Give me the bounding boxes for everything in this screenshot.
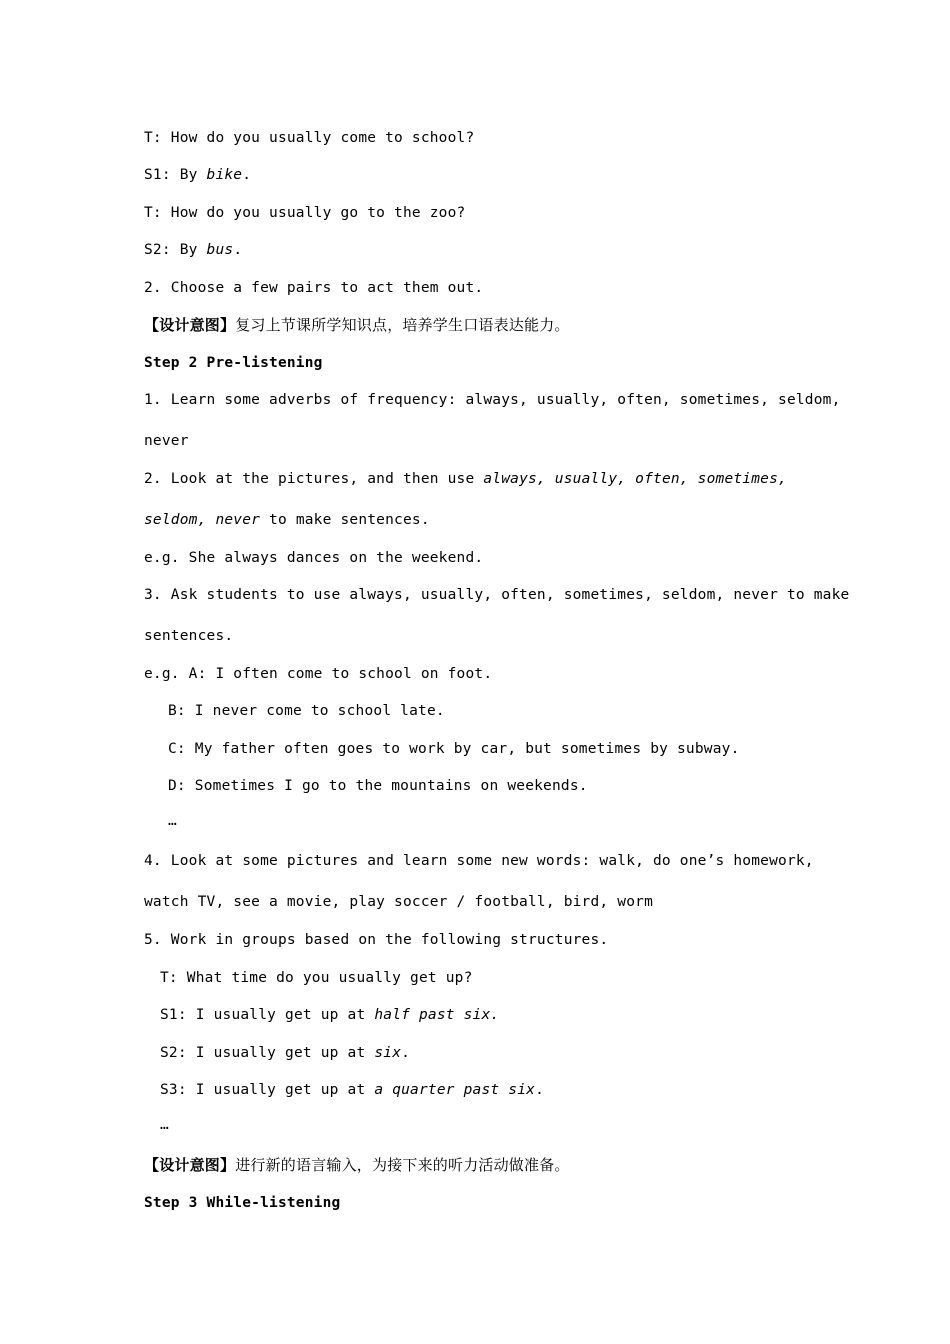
text: S2: By [144,242,207,258]
dialogue-line [144,241,242,259]
text: S1: I usually get up at [160,1007,375,1023]
ellipsis: … [160,1117,169,1133]
step-heading: Step 3 While-listening [144,1195,341,1211]
example-line: D: Sometimes I go to the mountains on weekends. [168,778,588,794]
example-line: C: My father often goes to work by car, but sometimes by subway. [168,741,740,757]
example-line: e.g. A: I often come to school on foot. [144,666,493,682]
text: S3: I usually get up at [160,1082,375,1098]
paragraph-line: 4. Look at some pictures and learn some new words: walk, do one’s homework, [144,853,814,869]
design-intent-text: 进行新的语言输入，为接下来的听力活动做准备。 [235,1156,570,1174]
text: S1: By [144,167,207,183]
italic-word: bike [206,167,243,183]
paragraph-line: watch TV, see a movie, play soccer / football, bird, worm [144,894,653,910]
text: to make sentences. [260,512,430,528]
paragraph-line: 3. Ask students to use always, usually, often, sometimes, seldom, never to make [144,587,850,603]
design-intent [144,1156,570,1175]
italic-word: bus [206,242,234,258]
example-line: e.g. She always dances on the weekend. [144,550,484,566]
ellipsis: … [168,813,177,829]
text: . [233,242,243,258]
step-heading: Step 2 Pre-listening [144,355,323,371]
paragraph-line: sentences. [144,628,234,644]
paragraph-line: 5. Work in groups based on the following structures. [144,932,609,948]
dialogue-line: T: How do you usually go to the zoo? [144,205,466,221]
design-intent-label: 【设计意图】 [144,1156,236,1174]
paragraph-line: never [144,433,189,449]
paragraph-line [144,470,787,488]
design-intent-label: 【设计意图】 [144,316,236,334]
italic-words: always, usually, often, sometimes, [483,471,787,487]
design-intent-text: 复习上节课所学知识点，培养学生口语表达能力。 [235,316,570,334]
text: 2. Look at the pictures, and then use [144,471,484,487]
italic-word: six [374,1045,402,1061]
instruction-line: 2. Choose a few pairs to act them out. [144,280,484,296]
design-intent [144,316,570,335]
dialogue-line [144,166,251,184]
paragraph-line: 1. Learn some adverbs of frequency: always, usually, often, sometimes, seldom, [144,392,841,408]
italic-words: half past six. [374,1007,500,1023]
example-line: B: I never come to school late. [168,703,445,719]
italic-words: a quarter past six [374,1082,536,1098]
text: S2: I usually get up at [160,1045,375,1061]
text: . [242,167,252,183]
italic-words: seldom, never [144,512,261,528]
dialogue-line [160,1044,410,1062]
text: . [401,1045,411,1061]
paragraph-line [144,511,430,529]
text: . [535,1082,545,1098]
dialogue-line [160,1006,499,1024]
dialogue-line [160,1081,544,1099]
dialogue-line: T: How do you usually come to school? [144,130,475,146]
dialogue-line: T: What time do you usually get up? [160,970,473,986]
